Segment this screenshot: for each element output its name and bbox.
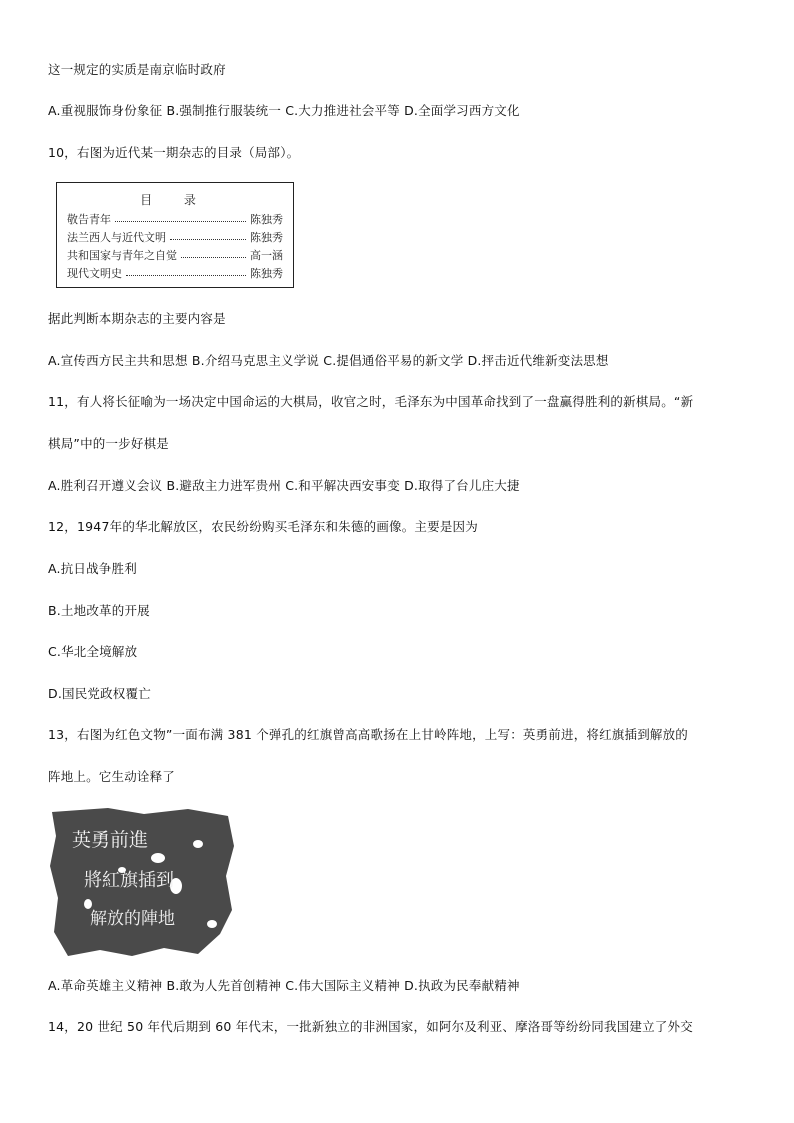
q9-options: A.重视服饰身份象征 B.强制推行服装统一 C.大力推进社会平等 D.全面学习西方文化 xyxy=(48,103,520,118)
bullet-hole xyxy=(84,899,92,909)
toc-row-title: 共和国家与青年之自觉 xyxy=(67,249,177,262)
q10-after: 据此判断本期杂志的主要内容是 xyxy=(48,311,226,326)
toc-leader xyxy=(170,239,246,240)
toc-row-author: 高一涵 xyxy=(250,249,283,262)
toc-title: 目 录 xyxy=(140,193,210,207)
q10-stem: 10，右图为近代某一期杂志的目录（局部）。 xyxy=(48,145,300,160)
bullet-hole xyxy=(207,920,217,928)
toc-row xyxy=(67,265,283,281)
toc-row xyxy=(67,211,283,227)
q12-option-c: C.华北全境解放 xyxy=(48,644,138,659)
q12-option-d: D.国民党政权覆亡 xyxy=(48,686,151,701)
q12-stem: 12，1947年的华北解放区，农民纷纷购买毛泽东和朱德的画像。主要是因为 xyxy=(48,519,478,534)
toc-row-author: 陈独秀 xyxy=(250,231,283,244)
toc-leader xyxy=(115,221,246,222)
toc-row-author: 陈独秀 xyxy=(250,267,283,280)
flag-text-line3: 解放的陣地 xyxy=(90,909,175,929)
red-flag-relic-photo xyxy=(48,806,236,958)
toc-row xyxy=(67,247,283,263)
flag-text-line1: 英勇前進 xyxy=(72,829,149,851)
magazine-toc-figure xyxy=(56,182,294,288)
q10-options: A.宣传西方民主共和思想 B.介绍马克思主义学说 C.提倡通俗平易的新文学 D.抨击近代维新变法思想 xyxy=(48,353,609,368)
bullet-hole xyxy=(151,853,165,863)
toc-leader xyxy=(181,257,246,258)
q12-option-b: B.土地改革的开展 xyxy=(48,603,150,618)
toc-row-title: 现代文明史 xyxy=(67,267,122,280)
q12-option-a: A.抗日战争胜利 xyxy=(48,561,137,576)
q11-stem-line1: 11，有人将长征喻为一场决定中国命运的大棋局，收官之时，毛泽东为中国革命找到了一盘赢得胜利的新棋局。“新 xyxy=(48,394,694,409)
toc-leader xyxy=(126,275,246,276)
q11-options: A.胜利召开遵义会议 B.避敌主力进军贵州 C.和平解决西安事变 D.取得了台儿庄大捷 xyxy=(48,478,520,493)
toc-row-title: 敬告青年 xyxy=(67,213,111,226)
q14-stem: 14，20 世纪 50 年代后期到 60 年代末，一批新独立的非洲国家，如阿尔及利亚、摩洛哥等纷纷同我国建立了外交 xyxy=(48,1019,693,1034)
toc-row-title: 法兰西人与近代文明 xyxy=(67,231,166,244)
flag-text-line2: 將紅旗插到 xyxy=(84,870,174,891)
q13-options: A.革命英雄主义精神 B.敢为人先首创精神 C.伟大国际主义精神 D.执政为民奉献精神 xyxy=(48,978,520,993)
q11-stem-line2: 棋局”中的一步好棋是 xyxy=(48,436,169,451)
toc-row xyxy=(67,229,283,245)
bullet-hole xyxy=(193,840,203,848)
q13-stem-line1: 13，右图为红色文物”一面布满 381 个弹孔的红旗曾高高歌扬在上甘岭阵地，上写：英勇前进，将红旗插到解放的 xyxy=(48,727,688,742)
text-line: 这一规定的实质是南京临时政府 xyxy=(48,62,226,77)
q13-stem-line2: 阵地上。它生动诠释了 xyxy=(48,769,176,784)
toc-row-author: 陈独秀 xyxy=(250,213,283,226)
